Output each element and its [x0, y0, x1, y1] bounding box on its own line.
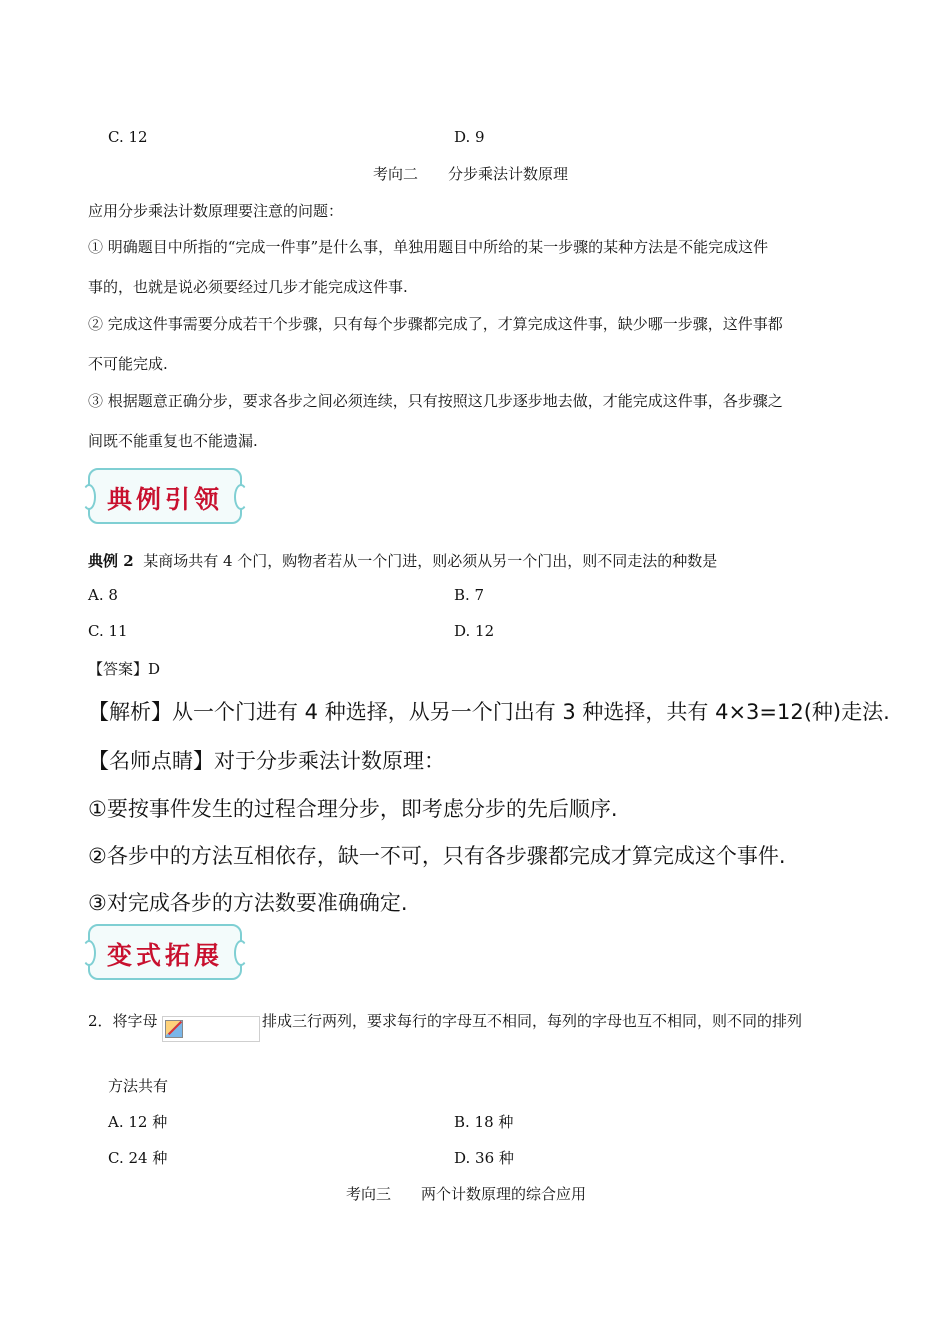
- example-label: 典例 2: [88, 552, 134, 570]
- example-answer: 【答案】D: [88, 660, 161, 678]
- tip-3: ③对完成各步的方法数要准确确定.: [88, 891, 408, 915]
- example-option-d: D. 12: [454, 622, 495, 640]
- banner-variant-extension: [88, 924, 242, 980]
- exercise-option-b: B. 18 种: [454, 1113, 514, 1131]
- broken-image-icon: [162, 1016, 260, 1042]
- option-c: C. 12: [108, 128, 148, 146]
- example-question-text: 某商场共有 4 个门，购物者若从一个门进，则必须从另一个门出，则不同走法的种数是: [143, 552, 718, 570]
- example-analysis: 【解析】从一个门进有 4 种选择，从另一个门出有 3 种选择，共有 4×3=12(种)走法.: [88, 700, 890, 724]
- banner-title: 典例引领: [106, 485, 223, 514]
- section-intro: 应用分步乘法计数原理要注意的问题：: [88, 202, 344, 220]
- banner-title: 变式拓展: [106, 941, 223, 970]
- exercise-suffix: 排成三行两列，要求每行的字母互不相同，每列的字母也互不相同，则不同的排列: [262, 1012, 803, 1030]
- section-heading: 考向二 分步乘法计数原理: [373, 165, 569, 183]
- exercise-option-d: D. 36 种: [454, 1149, 514, 1167]
- banner-typical-example: [88, 468, 242, 524]
- exercise-line-2: 方法共有: [108, 1077, 169, 1095]
- example-option-b: B. 7: [454, 586, 485, 604]
- point-1-line-2: 事的，也就是说必须要经过几步才能完成这件事.: [88, 278, 408, 296]
- exercise-option-a: A. 12 种: [108, 1113, 168, 1131]
- point-2-line-1: ② 完成这件事需要分成若干个步骤，只有每个步骤都完成了，才算完成这件事，缺少哪一步骤，这件事都: [88, 315, 783, 333]
- example-question: [88, 550, 717, 571]
- tip-2: ②各步中的方法互相依存，缺一不可，只有各步骤都完成才算完成这个事件.: [88, 844, 786, 868]
- example-option-a: A. 8: [88, 586, 118, 604]
- point-1-line-1: ① 明确题目中所指的“完成一件事”是什么事，单独用题目中所给的某一步骤的某种方法是不能完成这件: [88, 238, 769, 256]
- tip-title: 【名师点睛】对于分步乘法计数原理：: [88, 749, 445, 773]
- point-3-line-1: ③ 根据题意正确分步，要求各步之间必须连续，只有按照这几步逐步地去做，才能完成这件事，各步骤之: [88, 392, 783, 410]
- point-2-line-2: 不可能完成.: [88, 355, 168, 373]
- point-3-line-2: 间既不能重复也不能遗漏.: [88, 432, 258, 450]
- tip-1: ①要按事件发生的过程合理分步，即考虑分步的先后顺序.: [88, 797, 618, 821]
- exercise-option-c: C. 24 种: [108, 1149, 168, 1167]
- exercise-prefix: 2．将字母: [88, 1012, 158, 1030]
- option-d: D. 9: [454, 128, 485, 146]
- section-3-heading: 考向三 两个计数原理的综合应用: [346, 1185, 587, 1203]
- example-option-c: C. 11: [88, 622, 128, 640]
